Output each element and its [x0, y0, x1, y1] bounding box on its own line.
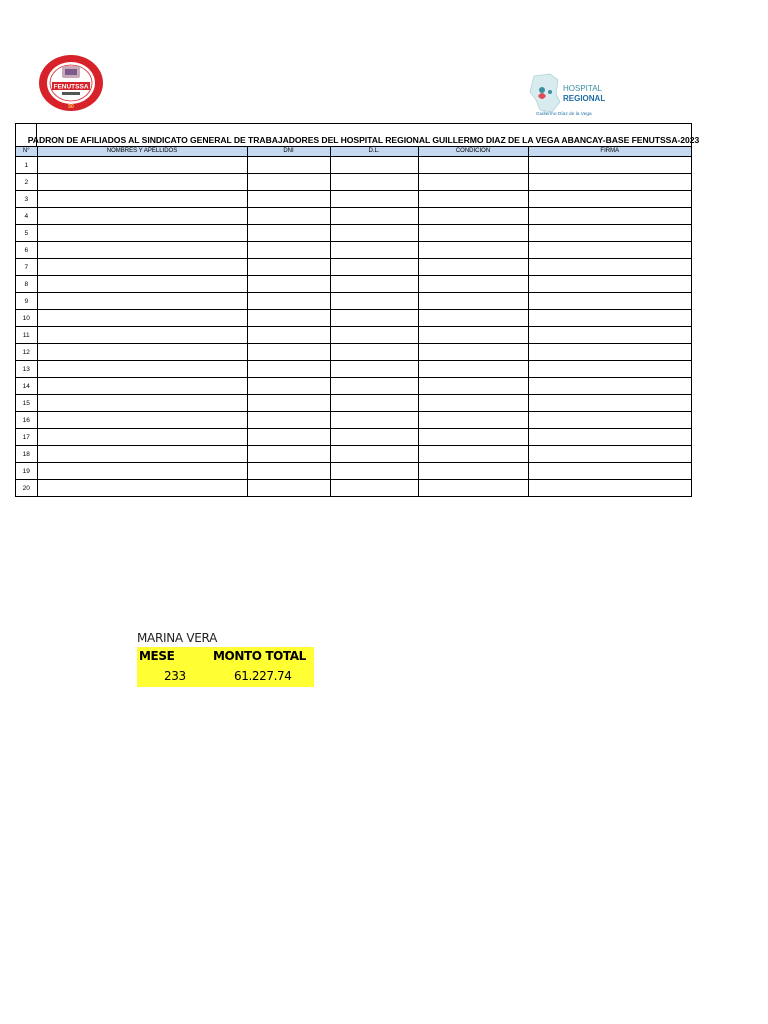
row-dl-cell[interactable] [330, 174, 418, 191]
row-condition-cell[interactable] [418, 395, 528, 412]
row-condition-cell[interactable] [418, 412, 528, 429]
row-condition-cell[interactable] [418, 310, 528, 327]
summary-block [137, 629, 314, 687]
row-dni-cell[interactable] [247, 446, 330, 463]
sheet-title: PADRON DE AFILIADOS AL SINDICATO GENERAL DE TRABAJADORES DEL HOSPITAL REGIONAL GUILLERMO DIAZ DE LA VEGA ABANCAY-BASE FENUTSSA-2023 [16, 124, 691, 147]
row-number: 19 [16, 463, 37, 480]
row-number: 7 [16, 259, 37, 276]
row-signature-cell[interactable] [528, 242, 691, 259]
table-row [16, 293, 691, 310]
table-row [16, 412, 691, 429]
row-names-cell[interactable] [37, 395, 247, 412]
row-signature-cell[interactable] [528, 446, 691, 463]
row-names-cell[interactable] [37, 446, 247, 463]
row-dl-cell[interactable] [330, 310, 418, 327]
row-signature-cell[interactable] [528, 157, 691, 174]
row-number: 4 [16, 208, 37, 225]
row-dni-cell[interactable] [247, 395, 330, 412]
row-names-cell[interactable] [37, 191, 247, 208]
row-number: 11 [16, 327, 37, 344]
summary-person-name: MARINA VERA [137, 631, 217, 645]
row-signature-cell[interactable] [528, 191, 691, 208]
row-dl-cell[interactable] [330, 225, 418, 242]
row-signature-cell[interactable] [528, 327, 691, 344]
row-condition-cell[interactable] [418, 242, 528, 259]
fenutssa-seal-icon [38, 54, 104, 112]
title-left-cell [16, 124, 37, 147]
hospital-regional-logo [528, 72, 608, 118]
row-names-cell[interactable] [37, 412, 247, 429]
row-condition-cell[interactable] [418, 327, 528, 344]
row-dni-cell[interactable] [247, 463, 330, 480]
row-dl-cell[interactable] [330, 344, 418, 361]
table-row [16, 327, 691, 344]
row-number: 14 [16, 378, 37, 395]
row-dni-cell[interactable] [247, 344, 330, 361]
hospital-logo-line3: Guillermo Díaz de la Vega [536, 112, 592, 117]
row-number: 18 [16, 446, 37, 463]
row-dl-cell[interactable] [330, 412, 418, 429]
row-number: 15 [16, 395, 37, 412]
summary-header-monto: MONTO TOTAL [213, 649, 306, 663]
table-row [16, 208, 691, 225]
row-dni-cell[interactable] [247, 174, 330, 191]
row-names-cell[interactable] [37, 327, 247, 344]
row-number: 20 [16, 480, 37, 497]
row-dl-cell[interactable] [330, 361, 418, 378]
row-dl-cell[interactable] [330, 480, 418, 497]
registry-sheet [15, 123, 700, 497]
table-row [16, 463, 691, 480]
row-number: 1 [16, 157, 37, 174]
row-signature-cell[interactable] [528, 429, 691, 446]
row-dni-cell[interactable] [247, 480, 330, 497]
row-number: 10 [16, 310, 37, 327]
table-row [16, 361, 691, 378]
row-dni-cell[interactable] [247, 412, 330, 429]
row-names-cell[interactable] [37, 242, 247, 259]
row-condition-cell[interactable] [418, 446, 528, 463]
row-signature-cell[interactable] [528, 310, 691, 327]
row-dl-cell[interactable] [330, 259, 418, 276]
col-header-dni: DNI [247, 147, 330, 157]
row-dl-cell[interactable] [330, 293, 418, 310]
summary-header-mese: MESE [139, 649, 175, 663]
row-names-cell[interactable] [37, 344, 247, 361]
table-row [16, 191, 691, 208]
row-names-cell[interactable] [37, 429, 247, 446]
row-signature-cell[interactable] [528, 480, 691, 497]
row-number: 12 [16, 344, 37, 361]
row-dni-cell[interactable] [247, 327, 330, 344]
row-dl-cell[interactable] [330, 191, 418, 208]
table-row [16, 344, 691, 361]
row-names-cell[interactable] [37, 225, 247, 242]
row-names-cell[interactable] [37, 208, 247, 225]
row-dl-cell[interactable] [330, 395, 418, 412]
table-row [16, 395, 691, 412]
row-signature-cell[interactable] [528, 412, 691, 429]
row-signature-cell[interactable] [528, 225, 691, 242]
table-row [16, 446, 691, 463]
row-names-cell[interactable] [37, 174, 247, 191]
row-names-cell[interactable] [37, 463, 247, 480]
row-names-cell[interactable] [37, 259, 247, 276]
row-condition-cell[interactable] [418, 429, 528, 446]
table-row [16, 242, 691, 259]
row-dni-cell[interactable] [247, 293, 330, 310]
row-dni-cell[interactable] [247, 378, 330, 395]
row-names-cell[interactable] [37, 276, 247, 293]
row-dl-cell[interactable] [330, 463, 418, 480]
row-condition-cell[interactable] [418, 225, 528, 242]
row-condition-cell[interactable] [418, 208, 528, 225]
row-names-cell[interactable] [37, 310, 247, 327]
table-row [16, 429, 691, 446]
row-names-cell[interactable] [37, 361, 247, 378]
row-dni-cell[interactable] [247, 429, 330, 446]
row-number: 5 [16, 225, 37, 242]
row-dl-cell[interactable] [330, 429, 418, 446]
row-names-cell[interactable] [37, 157, 247, 174]
summary-highlight-box [137, 647, 314, 687]
row-dni-cell[interactable] [247, 208, 330, 225]
row-condition-cell[interactable] [418, 259, 528, 276]
row-number: 8 [16, 276, 37, 293]
hospital-logo-line2: REGIONAL [563, 94, 606, 103]
row-dni-cell[interactable] [247, 259, 330, 276]
row-dl-cell[interactable] [330, 242, 418, 259]
row-condition-cell[interactable] [418, 344, 528, 361]
row-dni-cell[interactable] [247, 276, 330, 293]
row-condition-cell[interactable] [418, 378, 528, 395]
table-body [16, 157, 691, 497]
row-dni-cell[interactable] [247, 242, 330, 259]
row-number: 17 [16, 429, 37, 446]
summary-value-mese: 233 [164, 669, 186, 683]
row-dni-cell[interactable] [247, 157, 330, 174]
row-condition-cell[interactable] [418, 480, 528, 497]
row-names-cell[interactable] [37, 480, 247, 497]
row-condition-cell[interactable] [418, 276, 528, 293]
table-row [16, 480, 691, 497]
row-signature-cell[interactable] [528, 276, 691, 293]
table-row [16, 259, 691, 276]
row-condition-cell[interactable] [418, 174, 528, 191]
summary-value-monto: 61.227.74 [234, 669, 292, 683]
row-signature-cell[interactable] [528, 395, 691, 412]
table-row [16, 225, 691, 242]
row-signature-cell[interactable] [528, 344, 691, 361]
row-dl-cell[interactable] [330, 446, 418, 463]
row-number: 2 [16, 174, 37, 191]
row-dl-cell[interactable] [330, 276, 418, 293]
hospital-logo-line1: HOSPITAL [563, 84, 602, 93]
row-condition-cell[interactable] [418, 191, 528, 208]
row-condition-cell[interactable] [418, 157, 528, 174]
row-signature-cell[interactable] [528, 463, 691, 480]
row-names-cell[interactable] [37, 378, 247, 395]
row-signature-cell[interactable] [528, 361, 691, 378]
table-row [16, 378, 691, 395]
col-header-signature: FIRMA [528, 147, 691, 157]
row-signature-cell[interactable] [528, 293, 691, 310]
row-dni-cell[interactable] [247, 191, 330, 208]
col-header-number: N° [16, 147, 37, 157]
col-header-condition: CONDICION [418, 147, 528, 157]
col-header-dl: D.L. [330, 147, 418, 157]
registry-table [16, 147, 691, 496]
row-number: 13 [16, 361, 37, 378]
fenutssa-logo-badge: 50 [68, 104, 74, 110]
row-dni-cell[interactable] [247, 310, 330, 327]
table-header-row [16, 147, 691, 157]
row-signature-cell[interactable] [528, 378, 691, 395]
row-condition-cell[interactable] [418, 361, 528, 378]
col-header-names: NOMBRES Y APELLIDOS [37, 147, 247, 157]
table-row [16, 157, 691, 174]
row-signature-cell[interactable] [528, 208, 691, 225]
row-number: 9 [16, 293, 37, 310]
row-signature-cell[interactable] [528, 259, 691, 276]
row-dl-cell[interactable] [330, 378, 418, 395]
fenutssa-logo [38, 54, 104, 112]
row-dl-cell[interactable] [330, 208, 418, 225]
fenutssa-logo-name: FENUTSSA [53, 83, 89, 91]
row-condition-cell[interactable] [418, 293, 528, 310]
row-names-cell[interactable] [37, 293, 247, 310]
row-dl-cell[interactable] [330, 157, 418, 174]
hospital-regional-logo-icon [528, 72, 608, 118]
row-dl-cell[interactable] [330, 327, 418, 344]
table-row [16, 310, 691, 327]
table-row [16, 276, 691, 293]
row-number: 16 [16, 412, 37, 429]
row-signature-cell[interactable] [528, 174, 691, 191]
row-dni-cell[interactable] [247, 361, 330, 378]
row-dni-cell[interactable] [247, 225, 330, 242]
row-condition-cell[interactable] [418, 463, 528, 480]
table-row [16, 174, 691, 191]
row-number: 3 [16, 191, 37, 208]
row-number: 6 [16, 242, 37, 259]
